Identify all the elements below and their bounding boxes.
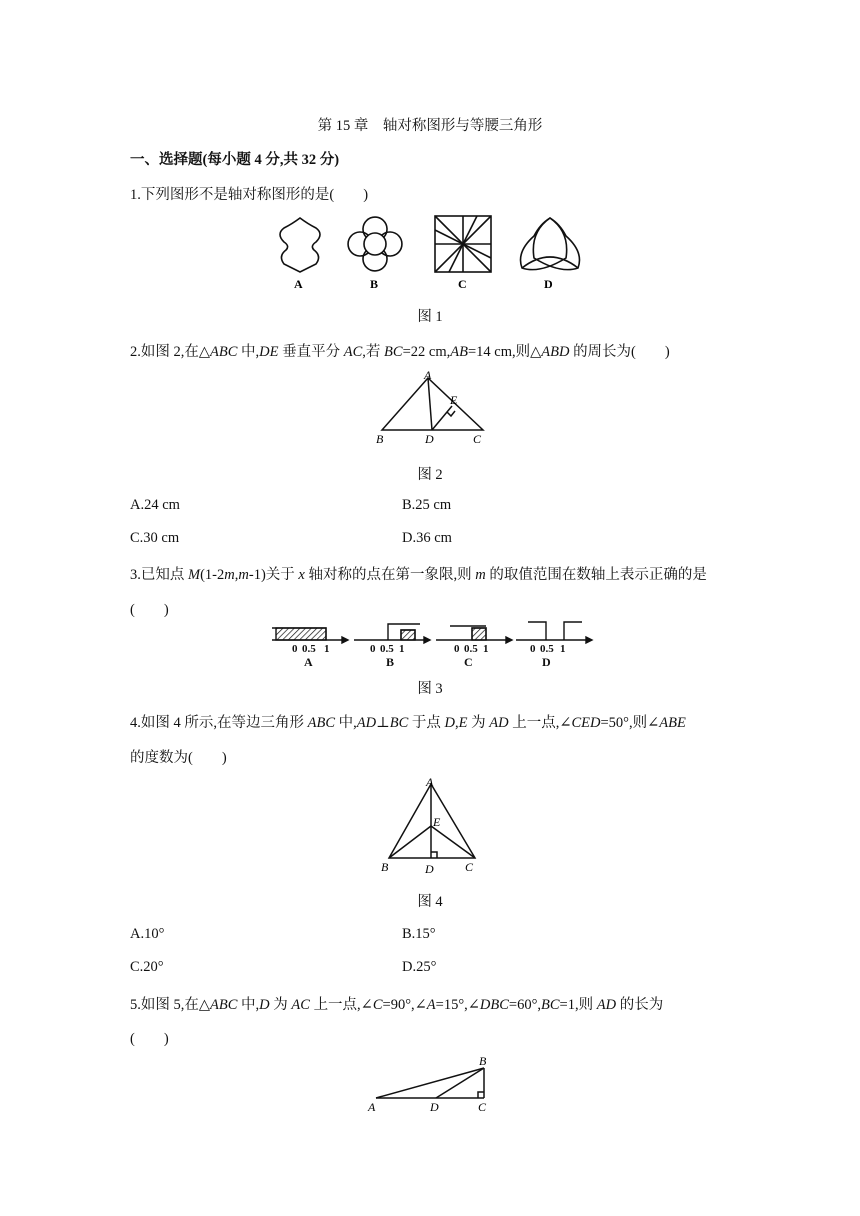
- figure-4-label-a: A: [426, 775, 434, 789]
- figure-1-label-d: D: [544, 277, 553, 291]
- number-line-b: [354, 624, 430, 643]
- nl-c-tick-0: 0: [454, 643, 460, 655]
- figure-1-label-c: C: [458, 277, 467, 291]
- figure-4: [375, 774, 485, 876]
- nl-c-tick-1: 1: [483, 643, 489, 655]
- nl-a-tick-1: 1: [324, 643, 330, 655]
- nl-b-tick-05: 0.5: [380, 643, 394, 655]
- q2-option-a: A.24 cm: [130, 497, 180, 513]
- figure-2-label-a: A: [424, 368, 432, 382]
- nl-d-tick-0: 0: [530, 643, 536, 655]
- section-heading: 一、选择题(每小题 4 分,共 32 分): [130, 152, 340, 168]
- figure-4-caption: 图 4: [417, 894, 443, 910]
- figure-4-label-b: B: [381, 860, 389, 874]
- nl-b-tick-1: 1: [399, 643, 405, 655]
- figure-2-label-e: E: [450, 393, 458, 407]
- figure-2-label-d: D: [425, 432, 434, 446]
- question-4-text: 4.如图 4 所示,在等边三角形 ABC 中,AD⊥BC 于点 D,E 为 AD 上一点,∠CED=50°,则∠ABE: [130, 715, 686, 731]
- question-4-line-2: 的度数为( ): [130, 750, 227, 766]
- question-3-text: 3.已知点 M(1-2m,m-1)关于 x 轴对称的点在第一象限,则 m 的取值范围在数轴上表示正确的是: [130, 567, 707, 583]
- figure-5-label-b: B: [479, 1054, 487, 1068]
- nl-c-tick-05: 0.5: [464, 643, 478, 655]
- q4-option-b: B.15°: [402, 926, 436, 942]
- nl-a-tick-0: 0: [292, 643, 298, 655]
- nl-c-label: C: [464, 655, 473, 669]
- figure-5-label-c: C: [478, 1100, 487, 1114]
- nl-a-tick-05: 0.5: [302, 643, 316, 655]
- question-1-text: 1.下列图形不是轴对称图形的是( ): [130, 187, 369, 203]
- nl-b-tick-0: 0: [370, 643, 376, 655]
- figure-5-label-a: A: [368, 1100, 376, 1114]
- number-line-d: [516, 622, 592, 643]
- question-3-paren: ( ): [130, 602, 169, 618]
- figure-5: [362, 1052, 502, 1116]
- q4-option-a: A.10°: [130, 926, 165, 942]
- figure-2-label-c: C: [473, 432, 482, 446]
- figure-1-label-b: B: [370, 277, 379, 291]
- figure-2-caption: 图 2: [417, 467, 443, 483]
- figure-3: [270, 618, 600, 672]
- figure-2-label-b: B: [376, 432, 384, 446]
- nl-d-label: D: [542, 655, 551, 669]
- figure-1-shape-c: [435, 216, 491, 272]
- page-title: 第 15 章 轴对称图形与等腰三角形: [317, 118, 543, 134]
- number-line-a: [272, 628, 348, 643]
- figure-4-label-e: E: [433, 815, 441, 829]
- figure-1: [270, 212, 590, 292]
- nl-b-label: B: [386, 655, 395, 669]
- figure-1-shape-b: [348, 217, 402, 271]
- q4-option-c: C.20°: [130, 959, 164, 975]
- nl-d-tick-05: 0.5: [540, 643, 554, 655]
- figure-3-caption: 图 3: [417, 681, 443, 697]
- number-line-c: [436, 626, 512, 643]
- question-5-text: 5.如图 5,在△ABC 中,D 为 AC 上一点,∠C=90°,∠A=15°,∠DBC=60°,BC=1,则 AD 的长为: [130, 997, 664, 1013]
- figure-1-shape-a: [280, 218, 320, 272]
- q4-option-d: D.25°: [402, 959, 437, 975]
- figure-2: [370, 368, 495, 448]
- question-5-paren: ( ): [130, 1031, 169, 1047]
- figure-4-label-d: D: [425, 862, 434, 876]
- figure-4-label-c: C: [465, 860, 474, 874]
- q2-option-c: C.30 cm: [130, 530, 180, 546]
- q2-option-b: B.25 cm: [402, 497, 452, 513]
- figure-5-label-d: D: [430, 1100, 439, 1114]
- q2-option-d: D.36 cm: [402, 530, 452, 546]
- question-2-text: 2.如图 2,在△ABC 中,DE 垂直平分 AC,若 BC=22 cm,AB=14 cm,则△ABD 的周长为( ): [130, 344, 670, 360]
- figure-1-label-a: A: [294, 277, 303, 291]
- figure-1-caption: 图 1: [417, 309, 443, 325]
- nl-d-tick-1: 1: [560, 643, 566, 655]
- nl-a-label: A: [304, 655, 313, 669]
- figure-1-shape-d: [521, 218, 580, 270]
